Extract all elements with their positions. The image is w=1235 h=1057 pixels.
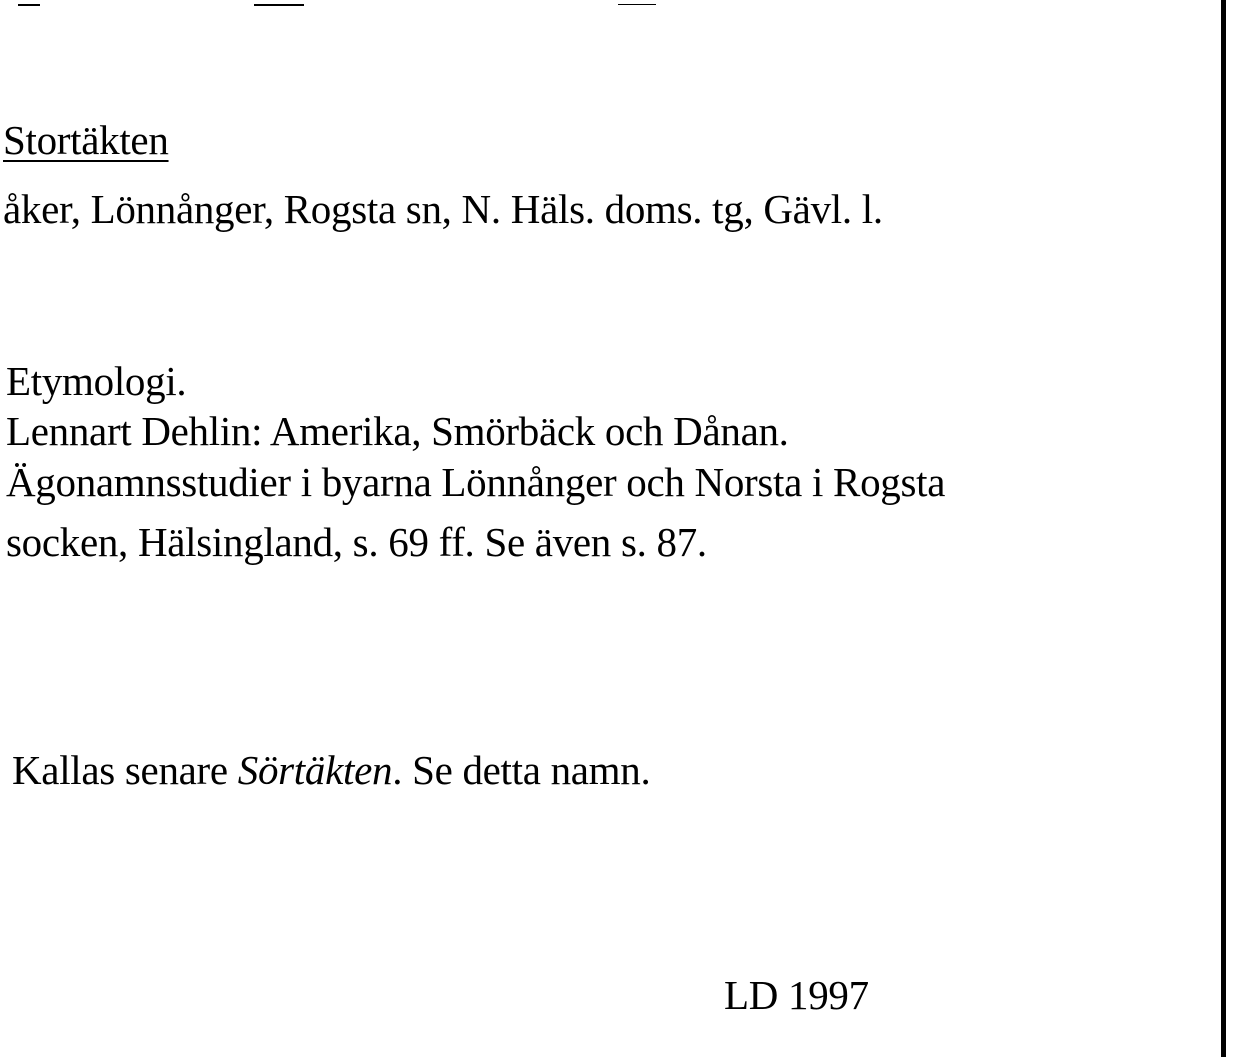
scan-speck <box>18 4 40 6</box>
note-prefix: Kallas senare <box>12 747 238 793</box>
source-line: socken, Hälsingland, s. 69 ff. Se även s. 87. <box>6 519 707 565</box>
scan-speck <box>254 4 304 6</box>
card-edge-line <box>1221 0 1226 1057</box>
place-description: åker, Lönnånger, Rogsta sn, N. Häls. doms. tg, Gävl. l. <box>3 186 883 232</box>
etymology-label: Etymologi. <box>6 358 187 404</box>
signature: LD 1997 <box>724 972 869 1018</box>
later-name-note <box>12 747 651 793</box>
entry-heading: Stortäkten <box>3 117 169 163</box>
later-name: Sörtäkten <box>237 747 393 793</box>
source-line: Lennart Dehlin: Amerika, Smörbäck och Dånan. <box>6 408 789 454</box>
scan-speck <box>618 4 656 5</box>
source-line: Ägonamnsstudier i byarna Lönnånger och Norsta i Rogsta <box>6 459 946 505</box>
note-suffix: . Se detta namn. <box>392 747 651 793</box>
